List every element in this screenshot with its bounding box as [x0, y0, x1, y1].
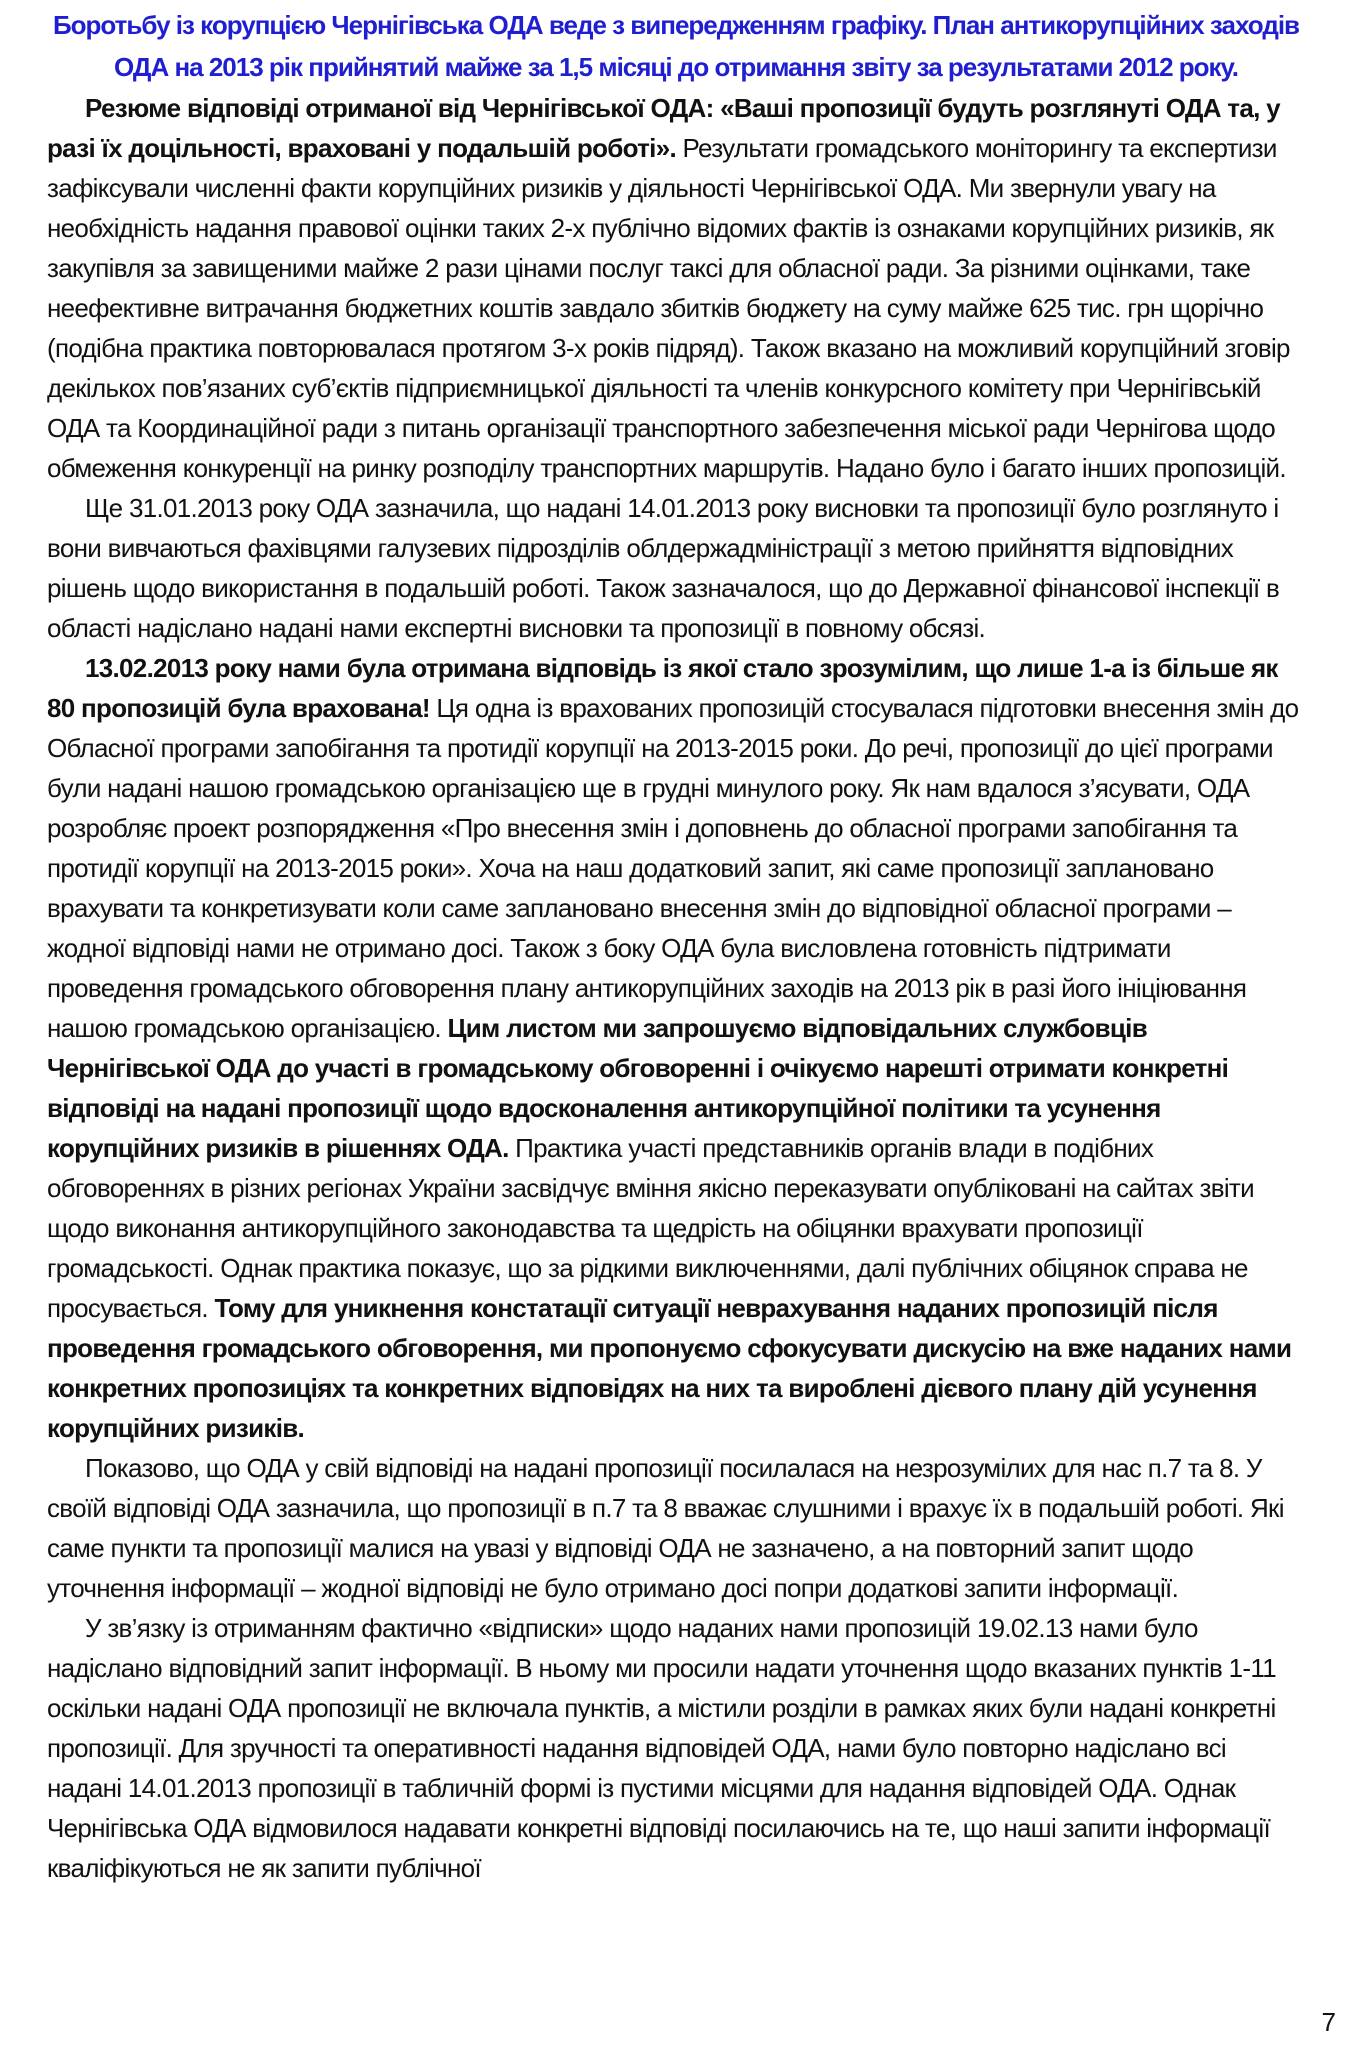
page-number: 7 [1321, 2007, 1336, 2037]
text-run: Результати громадського моніторингу та експертизи зафіксували численні факти корупційних ризиків у діяльності Чернігівської ОДА. Ми звернули увагу на необхідність надання правової оцінки таких 2-х публічно відомих фактів із ознаками корупційних ризиків, як закупівля за завищеними майже 2 рази цінами послуг таксі для обласної ради. За різними оцінками, таке неефективне витрачання бюджетних коштів завдало збитків бюджету на суму майже 625 тис. грн щорічно (подібна практика повторювалася протягом 3-х років підряд). Також вказано на можливий корупційний зговір декількох пов’язаних суб’єктів підприємницької діяльності та членів конкурсного комітету при Чернігівській ОДА та Координаційної ради з питань організації транспортного забезпечення міської ради Чернігова щодо обмеження конкуренції на ринку розподілу транспортних маршрутів. Надано було і багато інших пропозицій. [47, 133, 1290, 483]
paragraph [47, 488, 1305, 648]
paragraph [47, 88, 1305, 488]
bold-text-run: 13.02.2013 року нами була отримана відповідь із якої стало зрозумілим, що лише 1-а із більше як 80 пропозицій була врахована! [47, 653, 1278, 723]
text-run: Показово, що ОДА у свій відповіді на надані пропозиції посилалася на незрозумілих для нас п.7 та 8. У своїй відповіді ОДА зазначила, що пропозиції в п.7 та 8 вважає слушними і врахує їх в подальшій роботі. Які саме пункти та пропозиції малися на увазі у відповіді ОДА не зазначено, а на повторний запит щодо уточнення інформації – жодної відповіді не було отримано досі попри додаткові запити інформації. [47, 1453, 1284, 1603]
paragraph [47, 1448, 1305, 1608]
bold-text-run: Цим листом ми запрошуємо відповідальних службовців Чернігівської ОДА до участі в громадському обговоренні і очікуємо нарешті отримати конкретні відповіді на надані пропозиції щодо вдосконалення антикорупційної політики та усунення корупційних ризиків в рішеннях ОДА. [47, 1013, 1229, 1163]
page-title: Боротьбу із корупцією Чернігівська ОДА веде з випередженням графіку. План антикорупційних заходів ОДА на 2013 рік прийнятий майже за 1,5 місяці до отримання звіту за результатами 2012 року. [52, 10, 1300, 82]
paragraph [47, 648, 1305, 1448]
bold-text-run: Тому для уникнення констатації ситуації неврахування наданих пропозицій після проведення громадського обговорення, ми пропонуємо сфокусувати дискусію на вже наданих нами конкретних пропозиціях та конкретних відповідях на них та вироблені дієвого плану дій усунення корупційних ризиків. [47, 1293, 1292, 1443]
paragraph [47, 1608, 1305, 1888]
text-run: Ще 31.01.2013 року ОДА зазначила, що надані 14.01.2013 року висновки та пропозиції було розглянуто і вони вивчаються фахівцями галузевих підрозділів облдержадміністрації з метою прийняття відповідних рішень щодо використання в подальшій роботі. Також зазначалося, що до Державної фінансової інспекції в області надіслано надані нами експертні висновки та пропозиції в повному обсязі. [47, 493, 1280, 643]
text-run: У зв’язку із отриманням фактично «відписки» щодо наданих нами пропозицій 19.02.13 нами було надіслано відповідний запит інформації. В ньому ми просили надати уточнення щодо вказаних пунктів 1-11 оскільки надані ОДА пропозиції не включала пунктів, а містили розділи в рамках яких були надані конкретні пропозиції. Для зручності та оперативності надання відповідей ОДА, нами було повторно надіслано всі надані 14.01.2013 пропозиції в табличній формі із пустими місцями для надання відповідей ОДА. Однак Чернігівська ОДА відмовилося надавати конкретні відповіді посилаючись на те, що наші запити інформації кваліфікуються не як запити публічної [47, 1613, 1276, 1883]
text-run: Практика участі представників органів влади в подібних обговореннях в різних регіонах України засвідчує вміння якісно переказувати опубліковані на сайтах звіти щодо виконання антикорупційного законодавства та щедрість на обіцянки врахувати пропозиції громадськості. Однак практика показує, що за рідкими виключеннями, далі публічних обіцянок справа не просувається. [47, 1133, 1254, 1323]
text-run: Ця одна із врахованих пропозицій стосувалася підготовки внесення змін до Обласної програми запобігання та протидії корупції на 2013-2015 роки. До речі, пропозиції до цієї програми були надані нашою громадською організацією ще в грудні минулого року. Як нам вдалося з’ясувати, ОДА розробляє проект розпорядження «Про внесення змін і доповнень до обласної програми запобігання та протидії корупції на 2013-2015 роки». Хоча на наш додатковий запит, які саме пропозиції заплановано врахувати та конкретизувати коли саме заплановано внесення змін до відповідної обласної програми – жодної відповіді нами не отримано досі. Також з боку ОДА була висловлена готовність підтримати проведення громадського обговорення плану антикорупційних заходів на 2013 рік в разі його ініціювання нашою громадською організацією. [47, 693, 1299, 1043]
document-body [47, 88, 1305, 1888]
bold-text-run: Резюме відповіді отриманої від Чернігівської ОДА: «Ваші пропозиції будуть розглянуті ОДА та, у разі їх доцільності, враховані у подальшій роботі». [47, 93, 1280, 163]
